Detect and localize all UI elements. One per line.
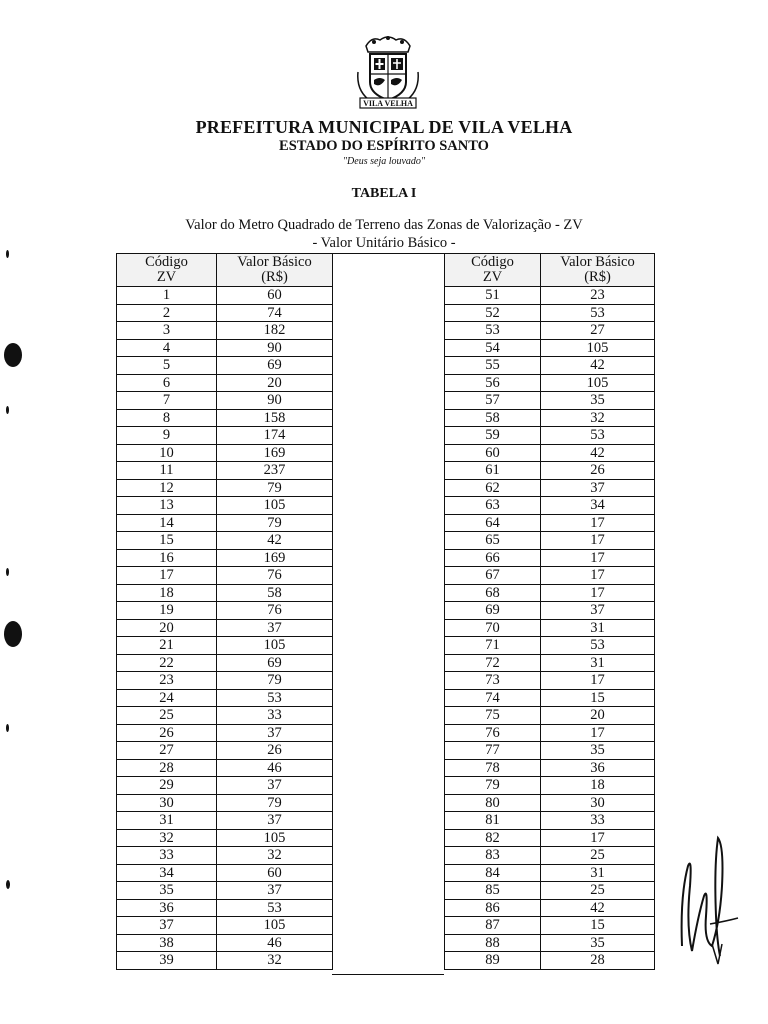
zone-code-cell: 28 (117, 759, 217, 777)
zone-code-cell: 71 (445, 637, 541, 655)
table-row (445, 654, 655, 672)
header-label: (R$) (261, 269, 288, 285)
base-value-cell: 26 (541, 462, 655, 480)
base-value-cell: 33 (217, 707, 333, 725)
column-header-code (445, 254, 541, 287)
table-row (445, 304, 655, 322)
table-row (117, 829, 333, 847)
table-row (445, 479, 655, 497)
base-value-cell: 79 (217, 672, 333, 690)
base-value-cell: 42 (541, 899, 655, 917)
table-row (445, 637, 655, 655)
zone-code-cell: 3 (117, 322, 217, 340)
base-value-cell: 105 (217, 637, 333, 655)
scan-speck (6, 250, 9, 258)
base-value-cell: 34 (541, 497, 655, 515)
table-row (117, 742, 333, 760)
zone-code-cell: 24 (117, 689, 217, 707)
state-name: ESTADO DO ESPÍRITO SANTO (279, 138, 489, 154)
zone-code-cell: 84 (445, 864, 541, 882)
zone-code-cell: 74 (445, 689, 541, 707)
zone-code-cell: 6 (117, 374, 217, 392)
table-row (445, 689, 655, 707)
table-body-left (117, 287, 333, 970)
base-value-cell: 17 (541, 514, 655, 532)
table-row (445, 584, 655, 602)
table-row (445, 829, 655, 847)
zone-code-cell: 80 (445, 794, 541, 812)
zone-code-cell: 79 (445, 777, 541, 795)
header-label: Valor Básico (237, 254, 312, 270)
base-value-cell: 76 (217, 567, 333, 585)
table-row (117, 724, 333, 742)
zone-code-cell: 32 (117, 829, 217, 847)
table-row (117, 392, 333, 410)
zone-code-cell: 88 (445, 934, 541, 952)
table-row (117, 462, 333, 480)
base-value-cell: 174 (217, 427, 333, 445)
base-value-cell: 20 (217, 374, 333, 392)
table-row (117, 532, 333, 550)
base-value-cell: 60 (217, 287, 333, 305)
zone-code-cell: 81 (445, 812, 541, 830)
base-value-cell: 20 (541, 707, 655, 725)
table-row (117, 759, 333, 777)
base-value-cell: 28 (541, 952, 655, 970)
zone-code-cell: 60 (445, 444, 541, 462)
zone-code-cell: 35 (117, 882, 217, 900)
zone-code-cell: 54 (445, 339, 541, 357)
table-row (445, 514, 655, 532)
zone-code-cell: 77 (445, 742, 541, 760)
base-value-cell: 35 (541, 742, 655, 760)
base-value-cell: 74 (217, 304, 333, 322)
zv-table-right (444, 253, 655, 970)
table-row (117, 794, 333, 812)
base-value-cell: 31 (541, 619, 655, 637)
table-gap (332, 253, 444, 975)
table-row (117, 287, 333, 305)
base-value-cell: 169 (217, 444, 333, 462)
base-value-cell: 17 (541, 672, 655, 690)
zone-code-cell: 12 (117, 479, 217, 497)
zone-code-cell: 10 (117, 444, 217, 462)
zone-code-cell: 14 (117, 514, 217, 532)
base-value-cell: 31 (541, 654, 655, 672)
table-row (445, 427, 655, 445)
base-value-cell: 17 (541, 549, 655, 567)
base-value-cell: 69 (217, 357, 333, 375)
zone-code-cell: 51 (445, 287, 541, 305)
table-row (117, 514, 333, 532)
zone-code-cell: 53 (445, 322, 541, 340)
table-row (445, 444, 655, 462)
zone-code-cell: 59 (445, 427, 541, 445)
zone-code-cell: 7 (117, 392, 217, 410)
base-value-cell: 46 (217, 759, 333, 777)
base-value-cell: 105 (217, 829, 333, 847)
base-value-cell: 105 (217, 917, 333, 935)
base-value-cell: 53 (217, 899, 333, 917)
zone-code-cell: 55 (445, 357, 541, 375)
table-header-row (445, 254, 655, 287)
base-value-cell: 17 (541, 567, 655, 585)
table-row (117, 479, 333, 497)
base-value-cell: 42 (217, 532, 333, 550)
base-value-cell: 32 (541, 409, 655, 427)
zone-code-cell: 62 (445, 479, 541, 497)
table-row (117, 934, 333, 952)
table-row (445, 847, 655, 865)
base-value-cell: 60 (217, 864, 333, 882)
table-row (445, 672, 655, 690)
signature (672, 826, 742, 976)
table-row (117, 637, 333, 655)
table-subtitle: Valor do Metro Quadrado de Terreno das Zonas de Valorização - ZV (185, 217, 583, 233)
table-row (445, 759, 655, 777)
table-row (445, 532, 655, 550)
base-value-cell: 15 (541, 689, 655, 707)
base-value-cell: 37 (217, 619, 333, 637)
zone-code-cell: 5 (117, 357, 217, 375)
column-header-value (541, 254, 655, 287)
table-row (117, 672, 333, 690)
base-value-cell: 182 (217, 322, 333, 340)
zone-code-cell: 23 (117, 672, 217, 690)
zone-code-cell: 34 (117, 864, 217, 882)
table-row (117, 812, 333, 830)
header-label: Valor Básico (560, 254, 635, 270)
zone-code-cell: 20 (117, 619, 217, 637)
table-row (117, 689, 333, 707)
municipality-title: PREFEITURA MUNICIPAL DE VILA VELHA (195, 117, 573, 137)
table-row (445, 777, 655, 795)
base-value-cell: 25 (541, 847, 655, 865)
table-row (117, 444, 333, 462)
table-row (117, 899, 333, 917)
base-value-cell: 53 (217, 689, 333, 707)
base-value-cell: 42 (541, 444, 655, 462)
municipal-crest-logo (352, 32, 424, 112)
zone-code-cell: 89 (445, 952, 541, 970)
table-row (445, 707, 655, 725)
base-value-cell: 15 (541, 917, 655, 935)
base-value-cell: 36 (541, 759, 655, 777)
zone-code-cell: 69 (445, 602, 541, 620)
table-row (445, 374, 655, 392)
table-row (445, 934, 655, 952)
zone-code-cell: 64 (445, 514, 541, 532)
base-value-cell: 105 (217, 497, 333, 515)
motto: "Deus seja louvado" (342, 156, 426, 167)
column-header-code (117, 254, 217, 287)
table-row (117, 952, 333, 970)
zone-code-cell: 38 (117, 934, 217, 952)
table-row (445, 567, 655, 585)
zone-code-cell: 52 (445, 304, 541, 322)
zone-code-cell: 22 (117, 654, 217, 672)
table-row (445, 794, 655, 812)
zone-code-cell: 68 (445, 584, 541, 602)
zone-code-cell: 58 (445, 409, 541, 427)
table-row (117, 777, 333, 795)
zone-code-cell: 25 (117, 707, 217, 725)
table-row (445, 899, 655, 917)
zone-code-cell: 87 (445, 917, 541, 935)
table-row (117, 357, 333, 375)
table-row (445, 952, 655, 970)
table-row (117, 549, 333, 567)
table-row (445, 322, 655, 340)
scan-speck (6, 880, 10, 889)
zone-code-cell: 57 (445, 392, 541, 410)
table-row (445, 392, 655, 410)
base-value-cell: 90 (217, 339, 333, 357)
table-subtitle-2: - Valor Unitário Básico - (312, 235, 456, 251)
table-header-row (117, 254, 333, 287)
base-value-cell: 46 (217, 934, 333, 952)
header-label: Código (145, 254, 188, 270)
table-row (445, 339, 655, 357)
table-row (445, 409, 655, 427)
table-row (117, 584, 333, 602)
zone-code-cell: 65 (445, 532, 541, 550)
zone-code-cell: 33 (117, 847, 217, 865)
base-value-cell: 105 (541, 374, 655, 392)
zone-code-cell: 66 (445, 549, 541, 567)
base-value-cell: 58 (217, 584, 333, 602)
scan-speck (6, 724, 9, 732)
header-label: ZV (482, 269, 503, 285)
table-row (117, 654, 333, 672)
table-row (445, 462, 655, 480)
zone-code-cell: 26 (117, 724, 217, 742)
zone-code-cell: 21 (117, 637, 217, 655)
base-value-cell: 32 (217, 847, 333, 865)
table-row (117, 304, 333, 322)
table-row (445, 602, 655, 620)
table-title: TABELA I (351, 186, 417, 201)
base-value-cell: 53 (541, 427, 655, 445)
punch-hole-mark (4, 621, 22, 647)
table-row (117, 374, 333, 392)
zone-code-cell: 2 (117, 304, 217, 322)
base-value-cell: 35 (541, 392, 655, 410)
table-row (117, 339, 333, 357)
zv-table-left (116, 253, 333, 970)
base-value-cell: 30 (541, 794, 655, 812)
base-value-cell: 53 (541, 637, 655, 655)
zone-code-cell: 72 (445, 654, 541, 672)
zone-code-cell: 76 (445, 724, 541, 742)
zone-code-cell: 36 (117, 899, 217, 917)
table-row (445, 357, 655, 375)
zone-code-cell: 86 (445, 899, 541, 917)
base-value-cell: 25 (541, 882, 655, 900)
table-row (445, 882, 655, 900)
zone-code-cell: 8 (117, 409, 217, 427)
base-value-cell: 33 (541, 812, 655, 830)
base-value-cell: 79 (217, 794, 333, 812)
base-value-cell: 35 (541, 934, 655, 952)
zone-code-cell: 83 (445, 847, 541, 865)
zone-code-cell: 16 (117, 549, 217, 567)
crest-banner-text: VILA VELHA (363, 99, 413, 108)
zone-code-cell: 13 (117, 497, 217, 515)
zone-code-cell: 15 (117, 532, 217, 550)
column-header-value (217, 254, 333, 287)
zone-code-cell: 17 (117, 567, 217, 585)
base-value-cell: 37 (541, 602, 655, 620)
table-row (117, 882, 333, 900)
table-row (117, 917, 333, 935)
table-row (117, 567, 333, 585)
scan-speck (6, 406, 9, 414)
zone-code-cell: 61 (445, 462, 541, 480)
base-value-cell: 37 (217, 724, 333, 742)
table-row (117, 497, 333, 515)
table-row (445, 864, 655, 882)
zone-code-cell: 18 (117, 584, 217, 602)
base-value-cell: 27 (541, 322, 655, 340)
base-value-cell: 79 (217, 514, 333, 532)
zone-code-cell: 31 (117, 812, 217, 830)
zone-code-cell: 63 (445, 497, 541, 515)
base-value-cell: 37 (217, 812, 333, 830)
base-value-cell: 17 (541, 724, 655, 742)
base-value-cell: 37 (541, 479, 655, 497)
table-row (445, 619, 655, 637)
table-row (445, 812, 655, 830)
base-value-cell: 105 (541, 339, 655, 357)
punch-hole-mark (4, 343, 22, 367)
table-row (117, 864, 333, 882)
zone-code-cell: 19 (117, 602, 217, 620)
table-row (117, 619, 333, 637)
base-value-cell: 53 (541, 304, 655, 322)
zone-code-cell: 82 (445, 829, 541, 847)
zone-code-cell: 75 (445, 707, 541, 725)
base-value-cell: 17 (541, 584, 655, 602)
zone-code-cell: 37 (117, 917, 217, 935)
base-value-cell: 17 (541, 829, 655, 847)
table-row (445, 742, 655, 760)
table-row (445, 287, 655, 305)
header-label: Código (471, 254, 514, 270)
table-row (117, 707, 333, 725)
base-value-cell: 17 (541, 532, 655, 550)
table-row (445, 724, 655, 742)
base-value-cell: 237 (217, 462, 333, 480)
base-value-cell: 26 (217, 742, 333, 760)
base-value-cell: 18 (541, 777, 655, 795)
zone-code-cell: 56 (445, 374, 541, 392)
zone-code-cell: 29 (117, 777, 217, 795)
base-value-cell: 31 (541, 864, 655, 882)
base-value-cell: 37 (217, 882, 333, 900)
zone-code-cell: 67 (445, 567, 541, 585)
base-value-cell: 37 (217, 777, 333, 795)
table-row (117, 409, 333, 427)
table-row (445, 917, 655, 935)
base-value-cell: 90 (217, 392, 333, 410)
zone-code-cell: 78 (445, 759, 541, 777)
zone-code-cell: 1 (117, 287, 217, 305)
table-row (117, 602, 333, 620)
zone-code-cell: 9 (117, 427, 217, 445)
scan-speck (6, 568, 9, 576)
header-label: ZV (156, 269, 177, 285)
table-body-right (445, 287, 655, 970)
table-row (445, 497, 655, 515)
table-row (117, 427, 333, 445)
zone-code-cell: 11 (117, 462, 217, 480)
zone-code-cell: 85 (445, 882, 541, 900)
zone-code-cell: 39 (117, 952, 217, 970)
zone-code-cell: 4 (117, 339, 217, 357)
header-label: (R$) (584, 269, 611, 285)
table-row (117, 322, 333, 340)
table-row (117, 847, 333, 865)
base-value-cell: 42 (541, 357, 655, 375)
base-value-cell: 23 (541, 287, 655, 305)
base-value-cell: 32 (217, 952, 333, 970)
base-value-cell: 76 (217, 602, 333, 620)
zone-code-cell: 73 (445, 672, 541, 690)
base-value-cell: 69 (217, 654, 333, 672)
base-value-cell: 79 (217, 479, 333, 497)
zone-code-cell: 30 (117, 794, 217, 812)
zone-code-cell: 70 (445, 619, 541, 637)
zone-code-cell: 27 (117, 742, 217, 760)
table-row (445, 549, 655, 567)
base-value-cell: 158 (217, 409, 333, 427)
base-value-cell: 169 (217, 549, 333, 567)
